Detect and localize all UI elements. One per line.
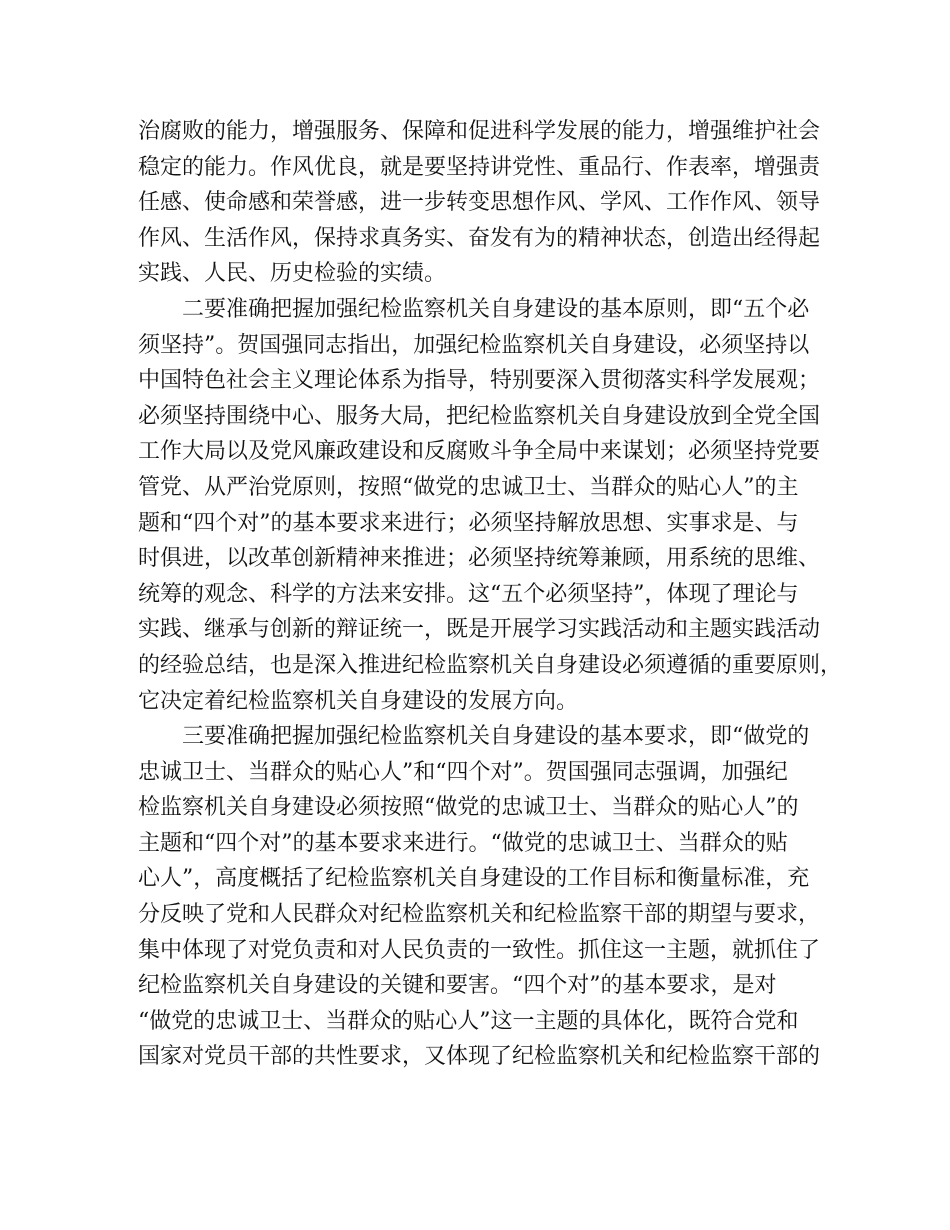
text-line-22: 心人”，高度概括了纪检监察机关自身建设的工作目标和衡量标准，充 <box>138 866 810 892</box>
text-line-20: 检监察机关自身建设必须按照“做党的忠诚卫士、当群众的贴心人”的 <box>138 795 799 821</box>
text-line-27: 国家对党员干部的共性要求，又体现了纪检监察机关和纪检监察干部的 <box>138 1044 821 1070</box>
text-line-12: 题和“四个对”的基本要求来进行；必须坚持解放思想、实事求是、与 <box>138 510 799 536</box>
text-line-3: 任感、使命感和荣誉感，进一步转变思想作风、学风、工作作风、领导 <box>138 190 821 216</box>
text-line-17: 它决定着纪检监察机关自身建设的发展方向。 <box>138 688 579 714</box>
text-line-4: 作风、生活作风，保持求真务实、奋发有为的精神状态，创造出经得起 <box>138 225 821 251</box>
text-line-10: 工作大局以及党风廉政建设和反腐败斗争全局中来谋划；必须坚持党要 <box>138 439 821 465</box>
text-line-24: 集中体现了对党负责和对人民负责的一致性。抓住这一主题，就抓住了 <box>138 937 821 963</box>
text-line-21: 主题和“四个对”的基本要求来进行。“做党的忠诚卫士、当群众的贴 <box>138 830 788 856</box>
text-line-8: 中国特色社会主义理论体系为指导，特别要深入贯彻落实科学发展观； <box>138 368 821 394</box>
text-line-2: 稳定的能力。作风优良，就是要坚持讲党性、重品行、作表率，增强责 <box>138 154 821 180</box>
text-line-16: 的经验总结，也是深入推进纪检监察机关自身建设必须遵循的重要原则， <box>138 652 843 678</box>
text-line-5: 实践、人民、历史检验的实绩。 <box>138 261 447 287</box>
text-line-9: 必须坚持围绕中心、服务大局，把纪检监察机关自身建设放到全党全国 <box>138 403 821 429</box>
text-line-13: 时俱进，以改革创新精神来推进；必须坚持统筹兼顾，用系统的思维、 <box>138 546 821 572</box>
text-line-15: 实践、继承与创新的辩证统一，既是开展学习实践活动和主题实践活动 <box>138 617 821 643</box>
text-line-6: 二要准确把握加强纪检监察机关自身建设的基本原则，即“五个必 <box>182 296 810 322</box>
text-line-18: 三要准确把握加强纪检监察机关自身建设的基本要求，即“做党的 <box>182 724 810 750</box>
text-line-23: 分反映了党和人民群众对纪检监察机关和纪检监察干部的期望与要求， <box>138 902 821 928</box>
text-line-1: 治腐败的能力，增强服务、保障和促进科学发展的能力，增强维护社会 <box>138 119 821 144</box>
text-line-11: 管党、从严治党原则，按照“做党的忠诚卫士、当群众的贴心人”的主 <box>138 474 799 500</box>
text-line-19: 忠诚卫士、当群众的贴心人”和“四个对”。贺国强同志强调，加强纪 <box>138 759 788 785</box>
text-line-7: 须坚持”。贺国强同志指出，加强纪检监察机关自身建设，必须坚持以 <box>138 332 810 358</box>
text-line-14: 统筹的观念、科学的方法来安排。这“五个必须坚持”，体现了理论与 <box>138 581 799 607</box>
document-body <box>138 114 843 1075</box>
text-line-26: “做党的忠诚卫士、当群众的贴心人”这一主题的具体化，既符合党和 <box>138 1008 799 1034</box>
text-line-25: 纪检监察机关自身建设的关键和要害。“四个对”的基本要求，是对 <box>138 973 777 999</box>
